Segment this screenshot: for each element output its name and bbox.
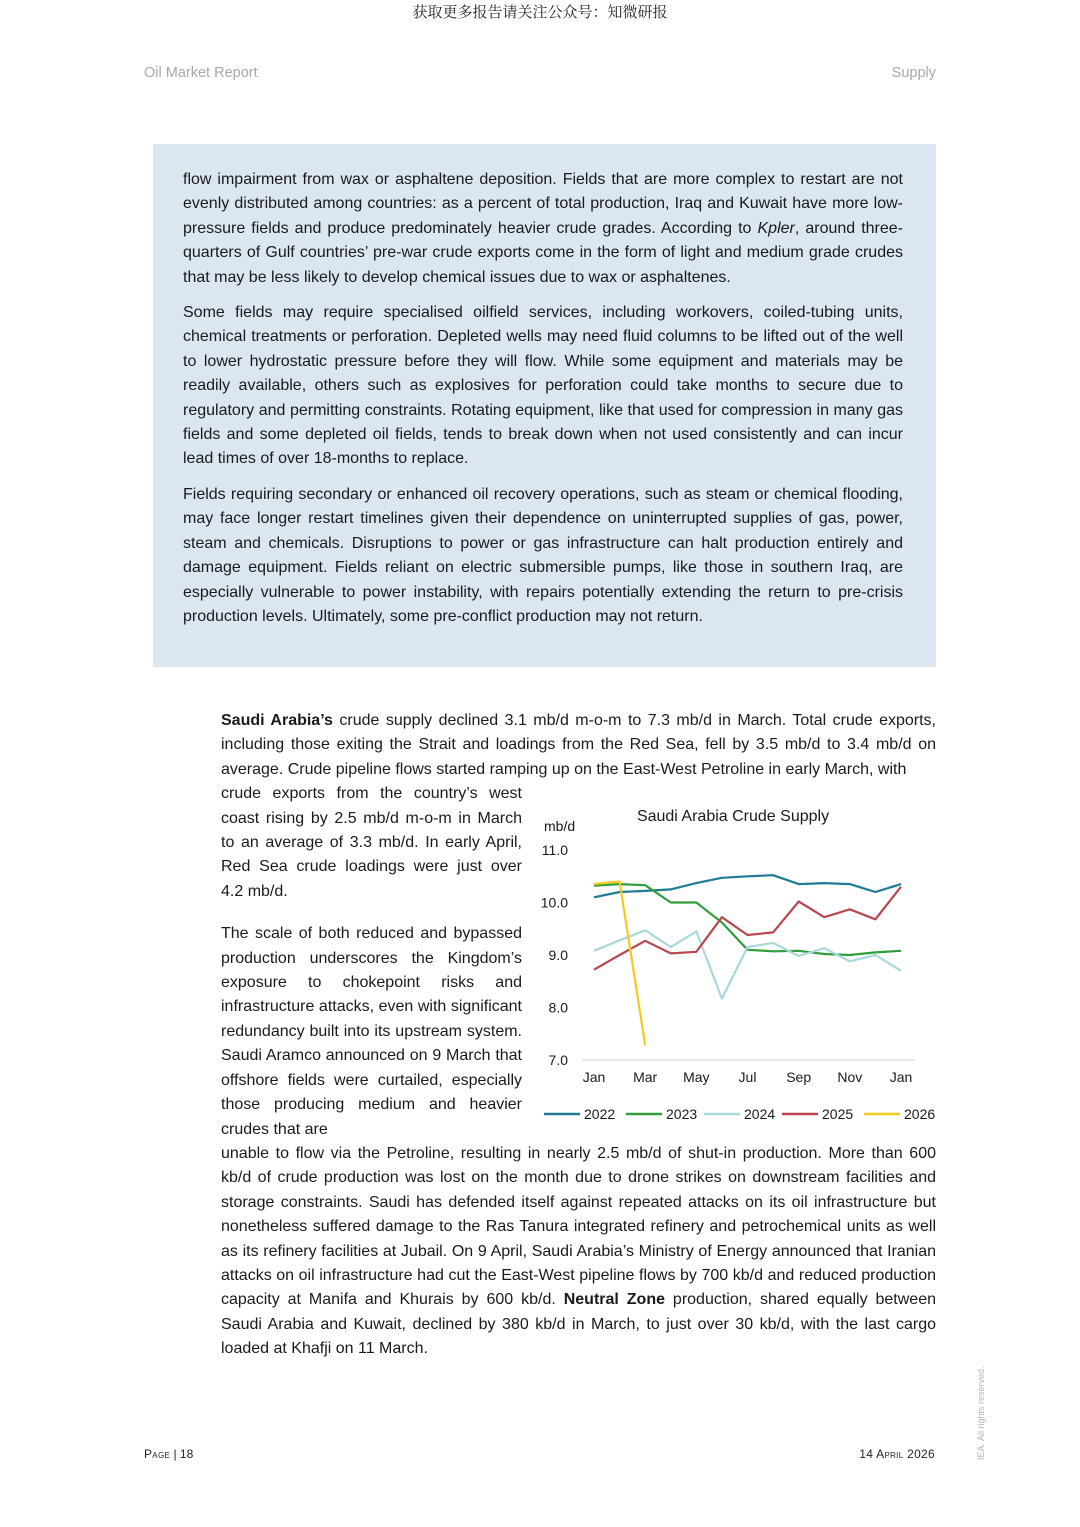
info-box xyxy=(153,144,936,667)
report-date: 14 April 2026 xyxy=(859,1447,935,1461)
x-tick-label: Sep xyxy=(786,1069,812,1085)
x-tick-label: Jan xyxy=(582,1069,606,1085)
body-paragraph-1-lead: Saudi Arabia’s crude supply declined 3.1 mb/d m-o-m to 7.3 mb/d in March. Total crude exports, including those exiting the Strait and loadings from the Red Sea, fell by 3.5 mb/d to 3.4 mb/d on average. Crude pipeline flows started ramping up on the East-West Petroline in early March, with xyxy=(221,712,936,778)
series-line-2022 xyxy=(594,875,901,897)
legend-label: 2024 xyxy=(744,1106,776,1122)
box-paragraph-2: Some fields may require specialised oilfield services, including workovers, coiled-tubing units, chemical treatments or perforation. Depleted wells may need fluid columns to be lifted out of the well to lower hydrostatic pressure before they will flow. While some equipment and materials may be readily available, others such as explosives for perforation could take months to secure due to regulatory and permitting constraints. Rotating equipment, like that used for compression in many gas fields and some depleted oil fields, tends to break down when not used consistently and can incur lead times of over 18-months to replace. xyxy=(183,304,903,468)
saudi-arabia-heading: Saudi Arabia’s xyxy=(221,712,333,729)
x-tick-label: Mar xyxy=(633,1069,658,1085)
wrapped-text-column xyxy=(221,782,522,1142)
box-paragraph-1: flow impairment from wax or asphaltene deposition. Fields that are more complex to restart are not evenly distributed among countries: as a percent of total production, Iraq and Kuwait have more low-pressure fields and produce predominately heavier crude grades. According to Kpler, around three-quarters of Gulf countries’ pre-war crude exports come in the form of light and medium grade crudes that may be less likely to develop chemical issues due to wax or asphaltenes. xyxy=(183,171,904,286)
copyright-notice: IEA. All rights reserved. xyxy=(976,1366,986,1460)
page-number: Page | 18 xyxy=(144,1447,194,1461)
series-line-2024 xyxy=(594,930,901,998)
series-line-2025 xyxy=(594,887,901,970)
body-paragraph-1-wrap: crude exports from the country’s west coast rising by 2.5 mb/d m-o-m in March to an average of 3.3 mb/d. In early April, Red Sea crude loadings were just over 4.2 mb/d. xyxy=(221,785,522,900)
y-tick-label: 10.0 xyxy=(540,894,568,911)
box-paragraph-3: Fields requiring secondary or enhanced oil recovery operations, such as steam or chemical flooding, may face longer restart timelines given their dependence on uninterrupted supplies of gas, power, steam and chemicals. Disruptions to power or gas infrastructure can halt production entirely and damage equipment. Fields reliant on electric submersible pumps, like those in southern Iraq, are especially vulnerable to power instability, with repairs potentially extending the return to pre-crisis production levels. Ultimately, some pre-conflict production may not return. xyxy=(183,485,903,625)
chart-title: Saudi Arabia Crude Supply xyxy=(636,808,830,825)
neutral-zone-heading: Neutral Zone xyxy=(563,1291,665,1309)
legend-label: 2025 xyxy=(822,1106,854,1122)
legend-item-2022 xyxy=(544,1106,615,1122)
legend-item-2024 xyxy=(704,1106,775,1122)
chart-svg xyxy=(534,800,936,1130)
legend-label: 2022 xyxy=(584,1106,616,1122)
y-tick-label: 7.0 xyxy=(548,1052,568,1068)
legend-item-2026 xyxy=(864,1106,935,1122)
x-tick-label: Jul xyxy=(738,1069,757,1085)
kpler-source: Kpler xyxy=(757,219,795,237)
section-title: Supply xyxy=(891,65,936,81)
y-tick-label: 11.0 xyxy=(541,842,568,858)
report-title: Oil Market Report xyxy=(144,65,258,81)
top-banner: 获取更多报告请关注公众号：知微研报 xyxy=(412,3,668,21)
body-paragraph-2-rest: unable to flow via the Petroline, resulting in nearly 2.5 mb/d of shut-in production. More than 600 kb/d of crude production was lost on the month due to drone strikes on downstream facilities and storage constraints. Saudi has defended itself against repeated attacks on its oil infrastructure but nonetheless suffered damage to the Ras Tanura integrated refinery and petrochemical units as well as its refinery facilities at Jubail. On 9 April, Saudi Arabia’s Ministry of Energy announced that Iranian attacks on oil infrastructure had cut the East-West pipeline flows by 700 kb/d and reduced production capacity at Manifa and Khurais by 600 kb/d. Neutral Zone production, shared equally between Saudi Arabia and Kuwait, declined by 380 kb/d in March, to just over 30 kb/d, with the last cargo loaded at Khafji on 11 March. xyxy=(221,1144,936,1358)
body-paragraph-2-wrap: The scale of both reduced and bypassed production underscores the Kingdom’s exposure to chokepoint risks and infrastructure attacks, even with significant redundancy built into its upstream system. Saudi Aramco announced on 9 March that offshore fields were curtailed, especially those producing medium and heavier crudes that are xyxy=(221,925,522,1138)
y-axis-label: mb/d xyxy=(544,818,576,834)
legend-item-2025 xyxy=(782,1106,853,1122)
series-line-2026 xyxy=(594,882,645,1046)
x-tick-label: Nov xyxy=(837,1069,863,1085)
legend-label: 2026 xyxy=(904,1106,936,1122)
y-tick-label: 8.0 xyxy=(548,999,568,1016)
legend-label: 2023 xyxy=(666,1106,698,1122)
x-tick-label: May xyxy=(683,1069,710,1085)
legend-item-2023 xyxy=(626,1106,697,1122)
saudi-crude-supply-chart xyxy=(534,800,936,1130)
x-tick-label: Jan xyxy=(889,1069,913,1085)
y-tick-label: 9.0 xyxy=(548,947,568,963)
